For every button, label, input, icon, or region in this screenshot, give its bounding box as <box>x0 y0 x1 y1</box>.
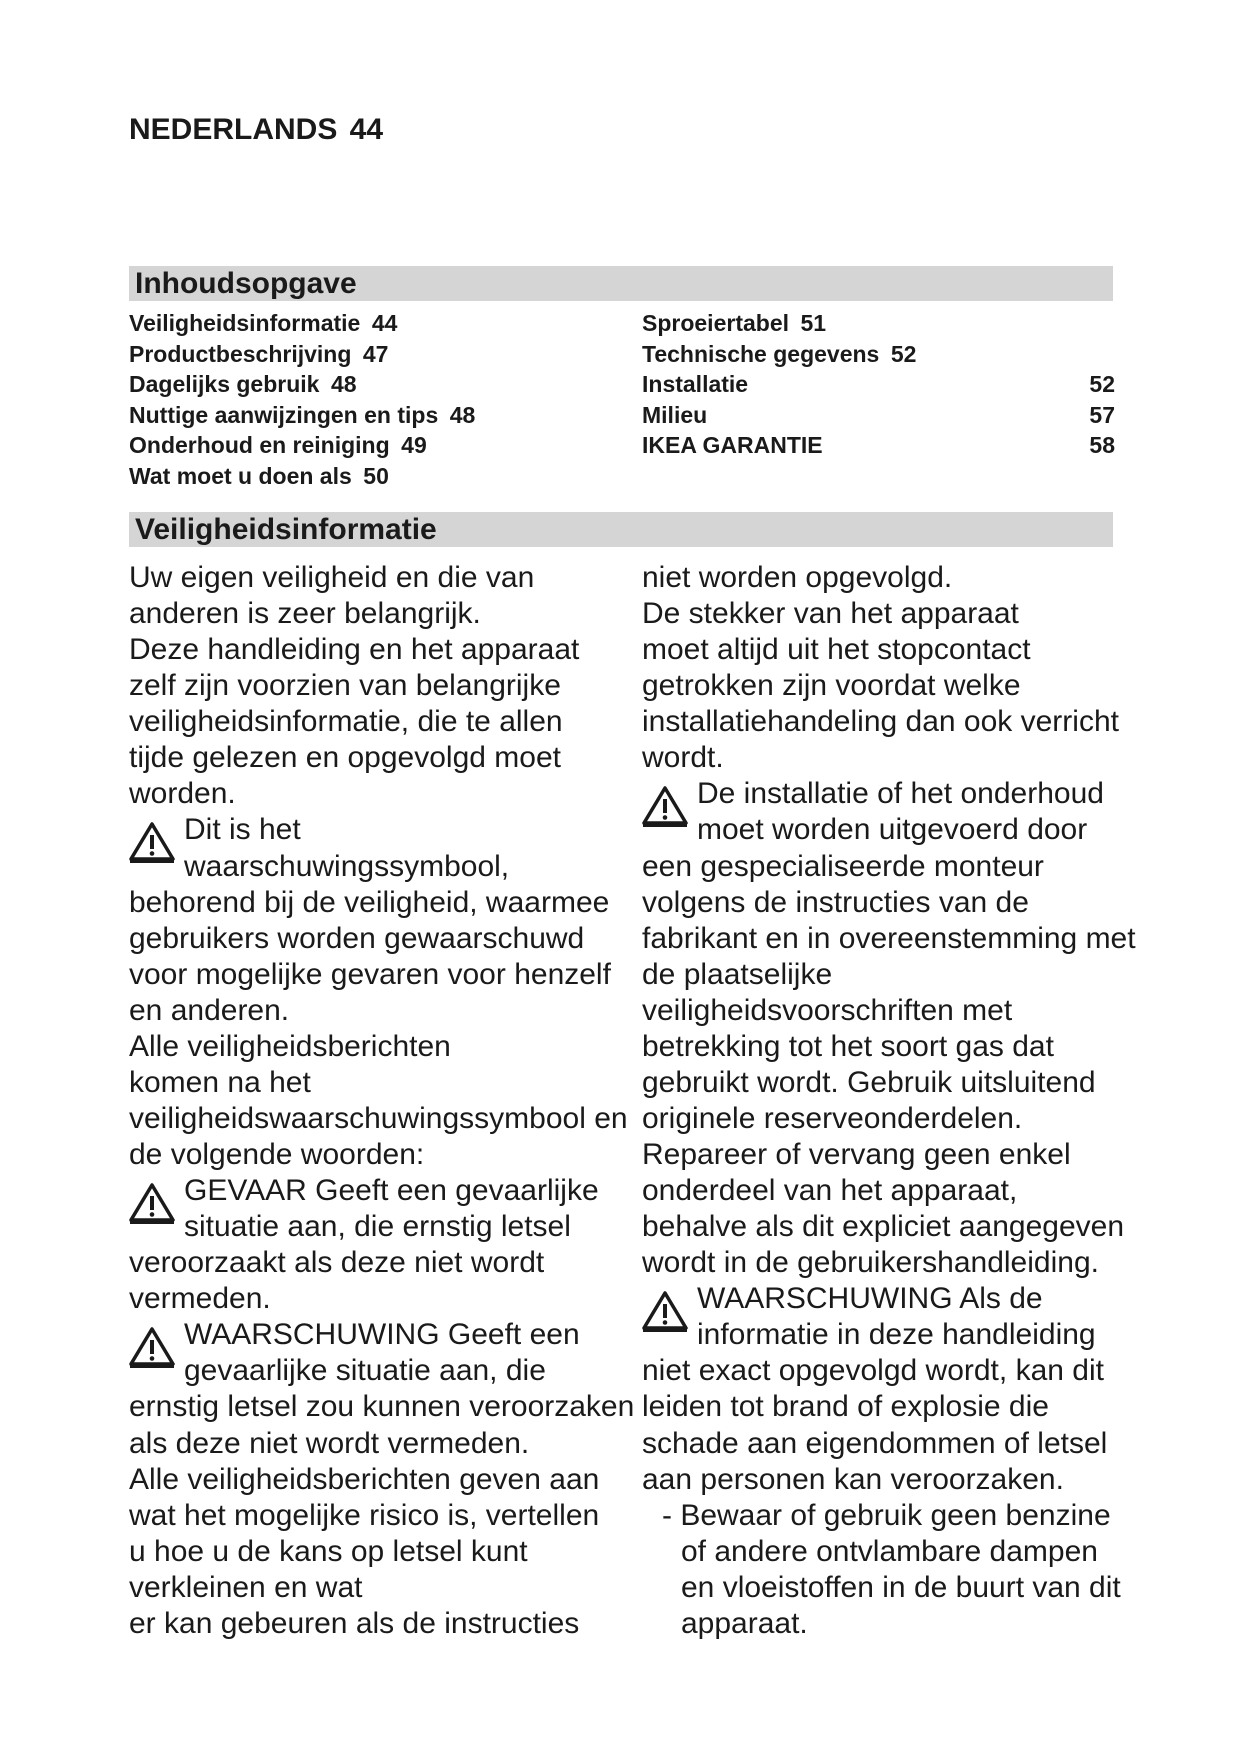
toc-entry-label: Veiligheidsinformatie <box>129 310 361 336</box>
toc-entry-page: 49 <box>401 432 427 458</box>
toc-entry-label: Milieu <box>642 401 708 428</box>
warning-line: WAARSCHUWING Als de <box>697 1282 1043 1316</box>
warning-line: gevaarlijke situatie aan, die <box>184 1354 546 1388</box>
body-line: gebruikt wordt. Gebruik uitsluitend <box>642 1065 1096 1099</box>
toc-heading: Inhoudsopgave <box>135 267 357 300</box>
body-line: schade aan eigendommen of letsel <box>642 1426 1108 1460</box>
toc-entry-label: Productbeschrijving <box>129 340 352 367</box>
body-line: Deze handleiding en het apparaat <box>129 633 580 667</box>
body-line: fabrikant en in overeenstemming met <box>642 921 1136 955</box>
toc-entry-page: 51 <box>800 310 827 336</box>
toc-right-column <box>642 308 1115 461</box>
body-line: leiden tot brand of explosie die <box>642 1390 1049 1424</box>
body-line: u hoe u de kans op letsel kunt <box>129 1534 528 1568</box>
safety-left-column <box>129 560 639 1642</box>
page-title: NEDERLANDS 44 <box>129 113 384 146</box>
body-line: als deze niet wordt vermeden. <box>129 1426 530 1460</box>
toc-entry-page: 47 <box>362 340 389 367</box>
body-line: Alle veiligheidsberichten geven aan <box>129 1462 600 1496</box>
toc-left-column <box>129 308 629 491</box>
toc-entry-label: Wat moet u doen als <box>129 462 352 489</box>
body-line: anderen is zeer belangrijk. <box>129 597 481 631</box>
body-line: de plaatselijke <box>642 957 833 991</box>
safety-heading-bar <box>129 512 1113 547</box>
toc-entry <box>642 339 1115 370</box>
toc-entry-page: 52 <box>1089 371 1115 397</box>
toc-entry-label: Technische gegevens <box>642 340 880 367</box>
body-line: Uw eigen veiligheid en die van <box>129 561 535 594</box>
body-line: vermeden. <box>129 1282 271 1316</box>
body-line: verkleinen en wat <box>129 1570 363 1604</box>
body-line: niet worden opgevolgd. <box>642 561 953 594</box>
toc-entry-label: Nuttige aanwijzingen en tips <box>129 401 439 428</box>
warning-triangle-icon <box>642 1290 688 1333</box>
body-line: veiligheidsinformatie, die te allen <box>129 705 563 739</box>
safety-heading: Veiligheidsinformatie <box>135 513 437 546</box>
body-line: installatiehandeling dan ook verricht <box>642 705 1119 739</box>
warning-line: informatie in deze handleiding <box>697 1318 1096 1352</box>
body-line: worden. <box>129 777 236 811</box>
body-line: ernstig letsel zou kunnen veroorzaken <box>129 1390 635 1424</box>
body-line: wordt in de gebruikershandleiding. <box>642 1246 1099 1280</box>
toc-entry-page: 57 <box>1089 401 1115 428</box>
toc-entry <box>642 369 1115 400</box>
toc-entry-label: Installatie <box>642 371 749 397</box>
body-line: de volgende woorden: <box>129 1138 425 1171</box>
toc-entry-label: Dagelijks gebruik <box>129 371 320 397</box>
body-line: behorend bij de veiligheid, waarmee <box>129 885 610 919</box>
body-line: Repareer of vervang geen enkel <box>642 1138 1071 1171</box>
toc-entry <box>129 461 629 492</box>
body-line: betrekking tot het soort gas dat <box>642 1029 1054 1063</box>
body-line: niet exact opgevolgd wordt, kan dit <box>642 1354 1104 1388</box>
warning-line: Dit is het <box>184 813 301 847</box>
toc-entry <box>129 369 629 400</box>
toc-entry <box>129 430 629 461</box>
warning-line: moet worden uitgevoerd door <box>697 813 1088 847</box>
toc-entry-page: 58 <box>1089 432 1115 458</box>
body-line: getrokken zijn voordat welke <box>642 669 1021 703</box>
toc-entry-page: 48 <box>449 401 476 428</box>
body-line: veiligheidswaarschuwingssymbool en <box>129 1101 628 1135</box>
body-line: behalve als dit expliciet aangegeven <box>642 1210 1125 1244</box>
body-line: aan personen kan veroorzaken. <box>642 1462 1064 1496</box>
toc-entry-label: IKEA GARANTIE <box>642 432 823 458</box>
warning-line: De installatie of het onderhoud <box>697 777 1104 811</box>
body-line: De stekker van het apparaat <box>642 597 1019 631</box>
toc-heading-bar <box>129 266 1113 301</box>
toc-entry <box>129 308 629 339</box>
body-line: tijde gelezen en opgevolgd moet <box>129 741 561 775</box>
bullet-line: - Bewaar of gebruik geen benzine <box>662 1498 1111 1532</box>
bullet-line: of andere ontvlambare dampen <box>681 1534 1098 1568</box>
warning-line: situatie aan, die ernstig letsel <box>184 1210 571 1244</box>
warning-line: WAARSCHUWING Geeft een <box>184 1318 580 1352</box>
bullet-line: apparaat. <box>681 1606 808 1640</box>
body-line: wordt. <box>642 741 724 775</box>
warning-line: waarschuwingssymbool, <box>184 849 510 883</box>
body-line: en anderen. <box>129 993 290 1027</box>
toc-entry <box>642 308 1115 339</box>
body-line: een gespecialiseerde monteur <box>642 849 1044 883</box>
warning-line: GEVAAR Geeft een gevaarlijke <box>184 1174 599 1208</box>
toc-entry-label: Onderhoud en reiniging <box>129 432 390 458</box>
body-line: gebruikers worden gewaarschuwd <box>129 921 585 955</box>
toc-entry-label: Sproeiertabel <box>642 310 789 336</box>
body-line: zelf zijn voorzien van belangrijke <box>129 669 561 703</box>
toc-entry-page: 44 <box>371 310 398 336</box>
body-line: veroorzaakt als deze niet wordt <box>129 1246 545 1280</box>
body-line: voor mogelijke gevaren voor henzelf <box>129 957 611 991</box>
body-line: Alle veiligheidsberichten <box>129 1029 451 1063</box>
toc-entry <box>642 430 1115 461</box>
warning-triangle-icon <box>129 1182 175 1225</box>
body-line: onderdeel van het apparaat, <box>642 1174 1018 1208</box>
body-line: wat het mogelijke risico is, vertellen <box>129 1498 600 1532</box>
toc-entry-page: 52 <box>890 340 917 367</box>
warning-triangle-icon <box>129 1326 175 1369</box>
toc-entry <box>129 339 629 370</box>
warning-triangle-icon <box>129 821 175 864</box>
body-line: moet altijd uit het stopcontact <box>642 633 1031 667</box>
toc-entry-page: 48 <box>330 371 357 397</box>
body-line: er kan gebeuren als de instructies <box>129 1606 580 1640</box>
toc-entry-page: 50 <box>363 462 389 489</box>
warning-triangle-icon <box>642 785 688 828</box>
body-line: originele reserveonderdelen. <box>642 1101 1023 1135</box>
body-line: komen na het <box>129 1065 311 1099</box>
body-line: volgens de instructies van de <box>642 885 1029 919</box>
safety-right-column <box>642 560 1202 1642</box>
body-line: veiligheidsvoorschriften met <box>642 993 1013 1027</box>
bullet-line: en vloeistoffen in de buurt van dit <box>681 1570 1121 1604</box>
toc-entry <box>642 400 1115 431</box>
toc-entry <box>129 400 629 431</box>
